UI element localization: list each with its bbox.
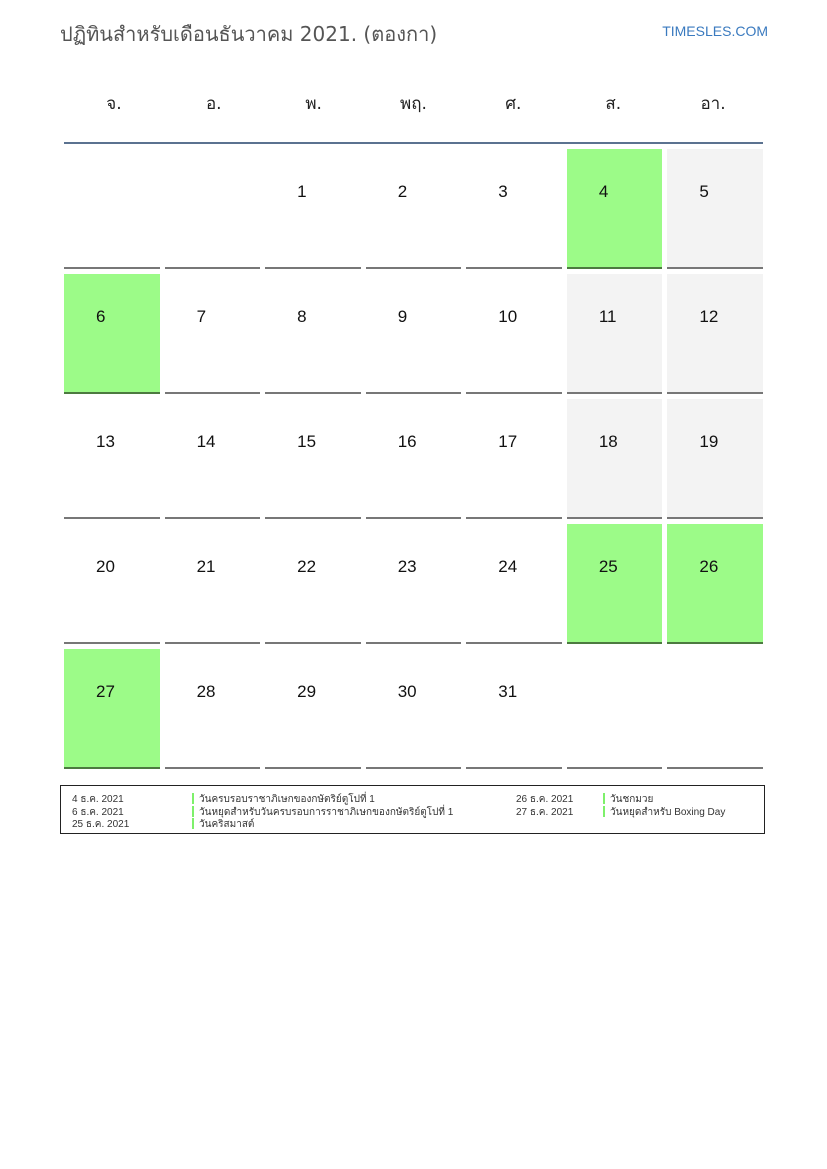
day-cell[interactable]	[64, 274, 160, 394]
day-number: 4	[598, 182, 609, 201]
day-number: 11	[598, 307, 617, 326]
day-cell[interactable]	[567, 149, 663, 269]
site-link[interactable]: TIMESLES.COM	[662, 23, 768, 39]
day-cell[interactable]	[265, 399, 361, 519]
empty-day-cell	[64, 149, 160, 269]
weekday-header	[64, 84, 763, 144]
day-number: 17	[498, 432, 518, 451]
day-cell[interactable]	[366, 274, 462, 394]
day-number: 5	[699, 182, 709, 201]
empty-day-cell	[667, 649, 763, 769]
day-number: 19	[699, 432, 719, 451]
day-cell[interactable]	[366, 524, 462, 644]
day-number: 31	[498, 682, 518, 701]
day-number: 2	[397, 182, 408, 201]
day-number: 25	[598, 557, 618, 576]
legend-color-marker	[603, 806, 605, 817]
weekday-fri: ศ.	[505, 94, 522, 114]
day-cell[interactable]	[64, 399, 160, 519]
day-cell[interactable]	[366, 399, 462, 519]
day-number: 16	[397, 432, 417, 451]
legend-date: 25 ธ.ค. 2021	[72, 819, 130, 830]
day-number: 13	[96, 432, 115, 451]
day-number: 26	[699, 557, 719, 576]
day-cell[interactable]	[466, 149, 562, 269]
day-cell[interactable]	[64, 524, 160, 644]
day-number: 18	[598, 432, 618, 451]
day-cell[interactable]	[165, 524, 261, 644]
legend-holiday-name: วันชกมวย	[610, 794, 654, 805]
empty-day-cell	[165, 149, 261, 269]
day-number: 30	[397, 682, 417, 701]
day-cell[interactable]	[667, 399, 763, 519]
legend-date: 6 ธ.ค. 2021	[72, 806, 124, 818]
weekday-sun: อา.	[700, 94, 726, 114]
day-cell[interactable]	[265, 649, 361, 769]
day-number: 27	[96, 682, 115, 701]
day-cell[interactable]	[265, 274, 361, 394]
day-number: 7	[196, 307, 207, 326]
day-number: 24	[498, 557, 518, 576]
day-cell[interactable]	[64, 649, 160, 769]
day-cell[interactable]	[265, 149, 361, 269]
calendar-grid	[64, 149, 763, 769]
day-number: 3	[498, 182, 508, 201]
weekday-thu: พฤ.	[400, 94, 427, 114]
legend-color-marker	[192, 806, 194, 817]
holiday-legend	[60, 785, 765, 834]
legend-color-marker	[192, 818, 194, 829]
day-cell[interactable]	[567, 524, 663, 644]
legend-date: 26 ธ.ค. 2021	[516, 794, 574, 805]
day-number: 23	[397, 557, 417, 576]
day-number: 20	[96, 557, 115, 576]
day-cell[interactable]	[366, 149, 462, 269]
day-number: 8	[297, 307, 307, 326]
day-number: 28	[196, 682, 216, 701]
day-cell[interactable]	[466, 524, 562, 644]
page-title: ปฏิทินสำหรับเดือนธันวาคม 2021. (ตองกา)	[60, 22, 438, 46]
day-cell[interactable]	[165, 649, 261, 769]
day-number: 29	[297, 682, 317, 701]
day-cell[interactable]	[567, 274, 663, 394]
day-cell[interactable]	[165, 399, 261, 519]
legend-holiday-name: วันครบรอบราชาภิเษกของกษัตริย์ตูโปที่ 1	[199, 794, 375, 805]
legend-holiday-name: วันหยุดสำหรับวันครบรอบการราชาภิเษกของกษัตริย์ตูโปที่ 1	[199, 806, 454, 818]
day-cell[interactable]	[667, 524, 763, 644]
day-number: 21	[196, 557, 216, 576]
day-cell[interactable]	[667, 274, 763, 394]
day-cell[interactable]	[165, 274, 261, 394]
day-cell[interactable]	[466, 274, 562, 394]
weekday-mon: จ.	[106, 94, 122, 114]
day-number: 6	[96, 307, 106, 326]
day-number: 12	[699, 307, 719, 326]
day-number: 22	[297, 557, 317, 576]
day-cell[interactable]	[466, 399, 562, 519]
day-number: 10	[498, 307, 518, 326]
day-number: 14	[196, 432, 216, 451]
day-cell[interactable]	[466, 649, 562, 769]
legend-holiday-name: วันหยุดสำหรับ Boxing Day	[610, 806, 726, 818]
day-cell[interactable]	[667, 149, 763, 269]
day-cell[interactable]	[366, 649, 462, 769]
legend-color-marker	[192, 793, 194, 804]
day-cell[interactable]	[567, 399, 663, 519]
day-cell[interactable]	[265, 524, 361, 644]
legend-color-marker	[603, 793, 605, 804]
day-number: 9	[397, 307, 408, 326]
weekday-tue: อ.	[205, 94, 222, 114]
day-number: 1	[297, 182, 307, 201]
legend-date: 27 ธ.ค. 2021	[516, 806, 574, 818]
empty-day-cell	[567, 649, 663, 769]
legend-date: 4 ธ.ค. 2021	[72, 794, 124, 805]
weekday-sat: ส.	[605, 94, 622, 114]
weekday-wed: พ.	[305, 94, 322, 114]
legend-holiday-name: วันคริสมาสต์	[199, 819, 255, 830]
day-number: 15	[297, 432, 317, 451]
